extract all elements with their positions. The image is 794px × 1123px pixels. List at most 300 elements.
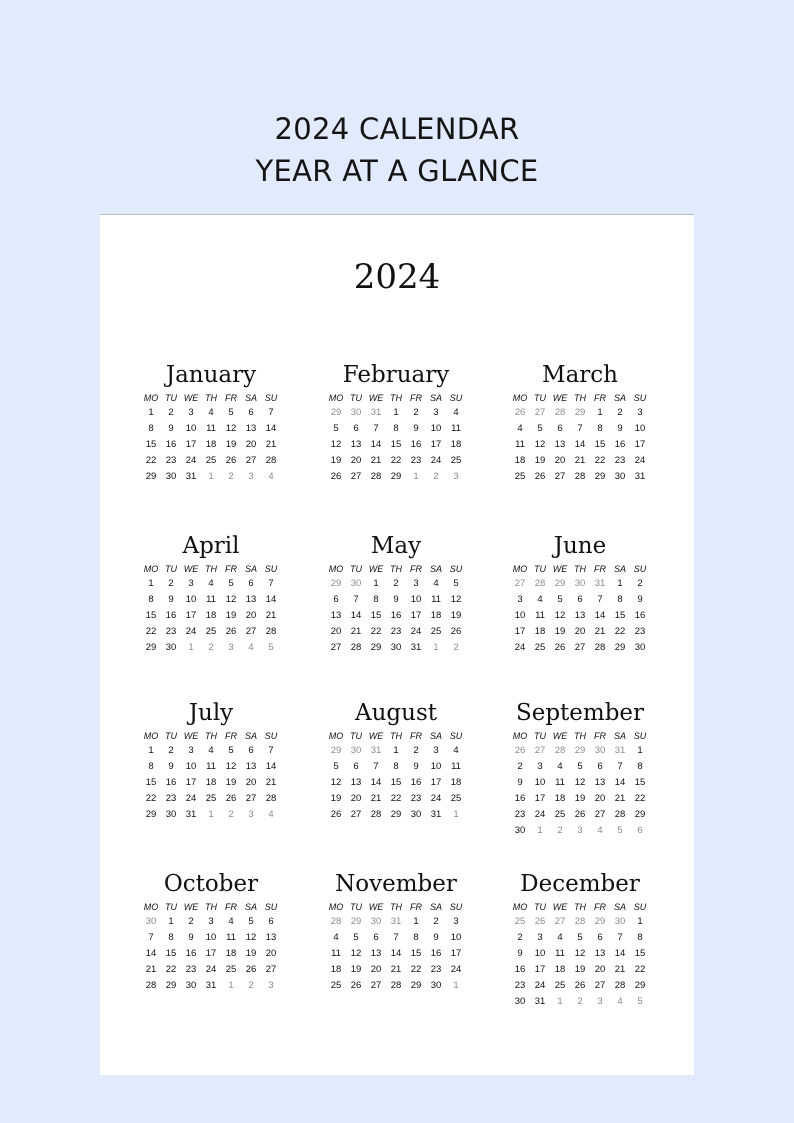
day-cell: 28	[614, 980, 626, 991]
month-august	[321, 699, 471, 823]
day-cell: 14	[614, 777, 626, 788]
day-cell: 9	[517, 777, 523, 788]
weekday-header: TU	[350, 564, 362, 574]
day-cell: 15	[634, 777, 646, 788]
day-cell: 12	[574, 948, 586, 959]
day-cell: 28	[390, 980, 402, 991]
day-cell: 12	[554, 610, 566, 621]
day-cell-adjacent-month: 26	[514, 745, 526, 756]
weekday-header: WE	[368, 564, 384, 574]
day-cell: 21	[390, 964, 402, 975]
day-cell-adjacent-month: 30	[350, 578, 362, 589]
day-cell-adjacent-month: 26	[514, 407, 526, 418]
weekday-header: SU	[449, 393, 463, 403]
day-cell: 13	[245, 423, 257, 434]
weekday-header: WE	[552, 902, 568, 912]
weekday-header: TH	[574, 564, 586, 574]
day-cell: 11	[451, 423, 461, 434]
day-cell: 19	[225, 777, 237, 788]
day-cell: 17	[534, 964, 546, 975]
day-cell: 29	[145, 471, 157, 482]
weekday-header: FR	[410, 393, 422, 403]
day-cell: 3	[208, 916, 214, 927]
day-cell: 26	[450, 626, 462, 637]
day-cell: 20	[265, 948, 277, 959]
weekday-header: TU	[534, 731, 546, 741]
weekday-header: MO	[328, 902, 344, 912]
day-cell-adjacent-month: 1	[228, 980, 234, 991]
day-cell-adjacent-month: 3	[248, 809, 254, 820]
weekday-header: MO	[512, 902, 528, 912]
day-cell: 15	[165, 948, 177, 959]
day-cell: 6	[597, 932, 603, 943]
day-cell: 2	[413, 745, 419, 756]
day-cell: 18	[205, 777, 217, 788]
day-cell: 19	[534, 455, 546, 466]
weekday-header: MO	[328, 393, 344, 403]
weekday-header: TU	[350, 902, 362, 912]
day-cell: 24	[450, 964, 462, 975]
day-cell: 15	[390, 777, 402, 788]
weekday-header: TU	[165, 564, 177, 574]
day-cell: 24	[410, 626, 422, 637]
day-cell: 30	[390, 642, 402, 653]
day-cell: 13	[330, 610, 342, 621]
month-day-grid	[505, 391, 655, 485]
weekday-header: FR	[594, 731, 606, 741]
day-cell: 16	[514, 964, 526, 975]
day-cell: 26	[554, 642, 566, 653]
day-cell: 15	[370, 610, 382, 621]
day-cell-adjacent-month: 27	[514, 578, 526, 589]
day-cell: 30	[634, 642, 646, 653]
day-cell: 18	[225, 948, 237, 959]
day-cell: 19	[350, 964, 362, 975]
day-cell: 11	[206, 594, 216, 605]
day-cell: 2	[433, 916, 439, 927]
day-cell: 17	[430, 777, 442, 788]
day-cell: 23	[634, 626, 646, 637]
day-cell: 3	[537, 932, 543, 943]
day-cell: 9	[168, 594, 174, 605]
day-cell: 4	[537, 594, 543, 605]
day-cell: 3	[188, 745, 194, 756]
day-cell: 20	[350, 455, 362, 466]
day-cell: 19	[574, 964, 586, 975]
day-cell: 28	[370, 471, 382, 482]
day-cell: 15	[410, 948, 422, 959]
weekday-header: WE	[552, 564, 568, 574]
calendar-sheet	[100, 214, 694, 1075]
day-cell: 3	[517, 594, 523, 605]
day-cell-adjacent-month: 28	[330, 916, 342, 927]
day-cell-adjacent-month: 5	[617, 825, 623, 836]
day-cell: 27	[594, 809, 606, 820]
day-cell: 6	[353, 423, 359, 434]
day-cell: 4	[228, 916, 234, 927]
day-cell: 4	[557, 761, 563, 772]
month-day-grid	[505, 729, 655, 839]
day-cell: 27	[245, 455, 257, 466]
weekday-header: MO	[143, 564, 159, 574]
day-cell: 30	[514, 825, 526, 836]
day-cell: 21	[574, 455, 586, 466]
day-cell: 29	[594, 471, 606, 482]
day-cell: 20	[330, 626, 342, 637]
day-cell-adjacent-month: 1	[537, 825, 543, 836]
day-cell: 3	[188, 578, 194, 589]
day-cell: 16	[410, 777, 422, 788]
day-cell: 24	[185, 455, 197, 466]
day-cell: 22	[634, 793, 646, 804]
day-cell: 28	[614, 809, 626, 820]
day-cell: 2	[517, 761, 523, 772]
day-cell-adjacent-month: 2	[557, 825, 563, 836]
day-cell: 25	[205, 455, 217, 466]
day-cell: 19	[554, 626, 566, 637]
weekday-header: TH	[205, 393, 217, 403]
day-cell: 4	[517, 423, 523, 434]
day-cell: 31	[634, 471, 646, 482]
day-cell-adjacent-month: 29	[330, 407, 342, 418]
day-cell: 19	[450, 610, 462, 621]
weekday-header: SU	[449, 902, 463, 912]
weekday-header: FR	[594, 393, 606, 403]
month-name: April	[182, 533, 240, 559]
day-cell: 25	[205, 626, 217, 637]
day-cell: 8	[148, 761, 154, 772]
day-cell: 21	[370, 455, 382, 466]
day-cell: 26	[330, 809, 342, 820]
day-cell: 14	[370, 777, 382, 788]
day-cell: 24	[185, 626, 197, 637]
day-cell: 29	[145, 809, 157, 820]
day-cell: 27	[245, 626, 257, 637]
day-cell-adjacent-month: 29	[594, 916, 606, 927]
day-cell: 8	[168, 932, 174, 943]
day-cell: 25	[534, 642, 546, 653]
day-cell: 27	[350, 809, 362, 820]
month-march	[505, 361, 655, 485]
day-cell: 26	[245, 964, 257, 975]
day-cell-adjacent-month: 1	[413, 471, 419, 482]
day-cell: 17	[410, 610, 422, 621]
day-cell: 23	[165, 626, 177, 637]
day-cell-adjacent-month: 4	[617, 996, 623, 1007]
day-cell: 14	[614, 948, 626, 959]
day-cell: 31	[410, 642, 422, 653]
day-cell: 15	[145, 777, 157, 788]
weekday-header: TU	[350, 731, 362, 741]
weekday-header: TH	[574, 902, 586, 912]
day-cell: 5	[353, 932, 359, 943]
day-cell-adjacent-month: 5	[637, 996, 643, 1007]
day-cell: 17	[185, 777, 197, 788]
day-cell: 6	[248, 745, 254, 756]
day-cell: 18	[450, 439, 462, 450]
day-cell: 29	[410, 980, 422, 991]
day-cell: 10	[185, 594, 197, 605]
day-cell: 3	[413, 578, 419, 589]
day-cell: 25	[554, 980, 566, 991]
weekday-header: TH	[205, 731, 217, 741]
day-cell-adjacent-month: 1	[453, 980, 459, 991]
day-cell: 12	[534, 439, 546, 450]
day-cell: 23	[165, 455, 177, 466]
day-cell: 14	[574, 439, 586, 450]
day-cell: 11	[206, 423, 216, 434]
day-cell-adjacent-month: 3	[248, 471, 254, 482]
day-cell: 19	[225, 439, 237, 450]
day-cell: 21	[594, 626, 606, 637]
day-cell: 14	[145, 948, 157, 959]
weekday-header: FR	[225, 731, 237, 741]
day-cell-adjacent-month: 30	[370, 916, 382, 927]
day-cell: 22	[634, 964, 646, 975]
day-cell: 4	[453, 745, 459, 756]
day-cell: 29	[390, 471, 402, 482]
day-cell-adjacent-month: 27	[534, 407, 546, 418]
day-cell: 13	[574, 610, 586, 621]
day-cell: 14	[265, 761, 277, 772]
month-day-grid	[321, 562, 471, 656]
month-day-grid	[136, 391, 286, 485]
day-cell: 1	[148, 745, 154, 756]
day-cell: 6	[268, 916, 274, 927]
day-cell: 14	[390, 948, 402, 959]
day-cell: 22	[594, 455, 606, 466]
day-cell: 2	[413, 407, 419, 418]
month-day-grid	[136, 900, 286, 994]
day-cell: 27	[245, 793, 257, 804]
day-cell: 12	[330, 439, 342, 450]
day-cell: 21	[370, 793, 382, 804]
month-name: November	[335, 871, 457, 897]
day-cell: 3	[433, 407, 439, 418]
day-cell: 11	[535, 610, 545, 621]
day-cell-adjacent-month: 2	[208, 642, 214, 653]
weekday-header: TH	[574, 393, 586, 403]
day-cell: 27	[594, 980, 606, 991]
day-cell: 10	[205, 932, 217, 943]
day-cell: 29	[370, 642, 382, 653]
day-cell: 21	[265, 439, 277, 450]
day-cell: 9	[413, 423, 419, 434]
day-cell: 12	[225, 594, 237, 605]
day-cell-adjacent-month: 2	[433, 471, 439, 482]
weekday-header: TU	[165, 731, 177, 741]
day-cell: 22	[410, 964, 422, 975]
weekday-header: SA	[429, 731, 442, 741]
day-cell: 8	[413, 932, 419, 943]
day-cell: 15	[594, 439, 606, 450]
day-cell: 11	[226, 932, 236, 943]
weekday-header: MO	[512, 564, 528, 574]
month-name: January	[165, 362, 257, 388]
weekday-header: TU	[534, 564, 546, 574]
day-cell: 9	[637, 594, 643, 605]
weekday-header: SU	[449, 731, 463, 741]
day-cell: 16	[165, 439, 177, 450]
day-cell: 5	[557, 594, 563, 605]
day-cell: 19	[245, 948, 257, 959]
day-cell: 8	[148, 423, 154, 434]
day-cell: 5	[228, 578, 234, 589]
day-cell: 30	[410, 809, 422, 820]
day-cell: 30	[514, 996, 526, 1007]
day-cell: 24	[514, 642, 526, 653]
weekday-header: SA	[244, 393, 257, 403]
day-cell: 20	[554, 455, 566, 466]
day-cell-adjacent-month: 2	[577, 996, 583, 1007]
day-cell: 4	[433, 578, 439, 589]
day-cell: 29	[165, 980, 177, 991]
day-cell: 30	[614, 471, 626, 482]
day-cell: 18	[554, 793, 566, 804]
day-cell: 7	[597, 594, 603, 605]
weekday-header: MO	[512, 393, 528, 403]
month-september	[505, 699, 655, 839]
day-cell: 11	[555, 777, 565, 788]
month-day-grid	[321, 391, 471, 485]
day-cell: 25	[205, 793, 217, 804]
day-cell: 12	[245, 932, 257, 943]
day-cell-adjacent-month: 30	[350, 407, 362, 418]
day-cell: 7	[373, 423, 379, 434]
day-cell-adjacent-month: 28	[534, 578, 546, 589]
day-cell: 7	[617, 932, 623, 943]
day-cell: 4	[208, 578, 214, 589]
day-cell: 21	[350, 626, 362, 637]
day-cell: 6	[373, 932, 379, 943]
day-cell: 24	[534, 809, 546, 820]
day-cell: 6	[353, 761, 359, 772]
weekday-header: SA	[244, 902, 257, 912]
day-cell-adjacent-month: 30	[350, 745, 362, 756]
day-cell: 21	[145, 964, 157, 975]
day-cell: 8	[637, 761, 643, 772]
day-cell: 15	[390, 439, 402, 450]
day-cell: 25	[450, 455, 462, 466]
day-cell: 17	[634, 439, 646, 450]
day-cell: 15	[145, 439, 157, 450]
day-cell-adjacent-month: 28	[554, 407, 566, 418]
day-cell: 17	[514, 626, 526, 637]
month-name: June	[553, 533, 607, 559]
day-cell: 14	[594, 610, 606, 621]
day-cell: 27	[370, 980, 382, 991]
day-cell: 17	[534, 793, 546, 804]
day-cell: 4	[453, 407, 459, 418]
day-cell: 5	[453, 578, 459, 589]
day-cell: 17	[205, 948, 217, 959]
day-cell: 10	[430, 761, 442, 772]
day-cell: 11	[451, 761, 461, 772]
day-cell: 17	[185, 610, 197, 621]
weekday-header: FR	[410, 731, 422, 741]
day-cell: 19	[330, 793, 342, 804]
month-january	[136, 361, 286, 485]
weekday-header: SU	[633, 564, 647, 574]
day-cell: 11	[206, 761, 216, 772]
day-cell: 8	[148, 594, 154, 605]
day-cell: 10	[430, 423, 442, 434]
day-cell: 18	[330, 964, 342, 975]
day-cell: 13	[245, 761, 257, 772]
weekday-header: FR	[410, 564, 422, 574]
day-cell: 20	[245, 610, 257, 621]
weekday-header: TH	[574, 731, 586, 741]
day-cell-adjacent-month: 2	[228, 471, 234, 482]
day-cell: 13	[594, 777, 606, 788]
day-cell: 20	[594, 793, 606, 804]
day-cell-adjacent-month: 30	[614, 916, 626, 927]
weekday-header: TH	[205, 902, 217, 912]
day-cell: 27	[265, 964, 277, 975]
day-cell: 23	[514, 809, 526, 820]
day-cell-adjacent-month: 4	[248, 642, 254, 653]
month-june	[505, 532, 655, 656]
day-cell: 22	[614, 626, 626, 637]
day-cell-adjacent-month: 5	[268, 642, 274, 653]
day-cell: 16	[185, 948, 197, 959]
day-cell: 2	[188, 916, 194, 927]
day-cell-adjacent-month: 29	[574, 407, 586, 418]
day-cell: 19	[574, 793, 586, 804]
day-cell: 30	[165, 471, 177, 482]
day-cell: 5	[333, 761, 339, 772]
weekday-header: SA	[429, 564, 442, 574]
day-cell: 7	[617, 761, 623, 772]
day-cell: 23	[430, 964, 442, 975]
day-cell: 7	[148, 932, 154, 943]
day-cell: 14	[265, 594, 277, 605]
day-cell-adjacent-month: 25	[514, 916, 526, 927]
month-april	[136, 532, 286, 656]
weekday-header: SA	[244, 731, 257, 741]
day-cell: 25	[430, 626, 442, 637]
day-cell-adjacent-month: 2	[228, 809, 234, 820]
day-cell: 8	[393, 761, 399, 772]
month-day-grid	[136, 729, 286, 823]
day-cell: 14	[265, 423, 277, 434]
weekday-header: TH	[390, 731, 402, 741]
month-name: September	[515, 700, 645, 726]
weekday-header: FR	[594, 564, 606, 574]
day-cell-adjacent-month: 4	[597, 825, 603, 836]
day-cell-adjacent-month: 31	[370, 745, 382, 756]
day-cell: 12	[330, 777, 342, 788]
weekday-header: SU	[264, 902, 278, 912]
sheet-year: 2024	[353, 257, 441, 297]
day-cell-adjacent-month: 30	[594, 745, 606, 756]
day-cell: 18	[534, 626, 546, 637]
day-cell: 6	[333, 594, 339, 605]
day-cell: 22	[145, 455, 157, 466]
day-cell: 30	[165, 809, 177, 820]
day-cell: 20	[245, 777, 257, 788]
month-day-grid	[321, 729, 471, 823]
day-cell: 10	[634, 423, 646, 434]
day-cell: 23	[410, 455, 422, 466]
weekday-header: MO	[328, 731, 344, 741]
day-cell: 22	[145, 793, 157, 804]
day-cell: 4	[333, 932, 339, 943]
day-cell: 6	[577, 594, 583, 605]
day-cell: 24	[205, 964, 217, 975]
day-cell: 15	[614, 610, 626, 621]
day-cell: 16	[514, 793, 526, 804]
